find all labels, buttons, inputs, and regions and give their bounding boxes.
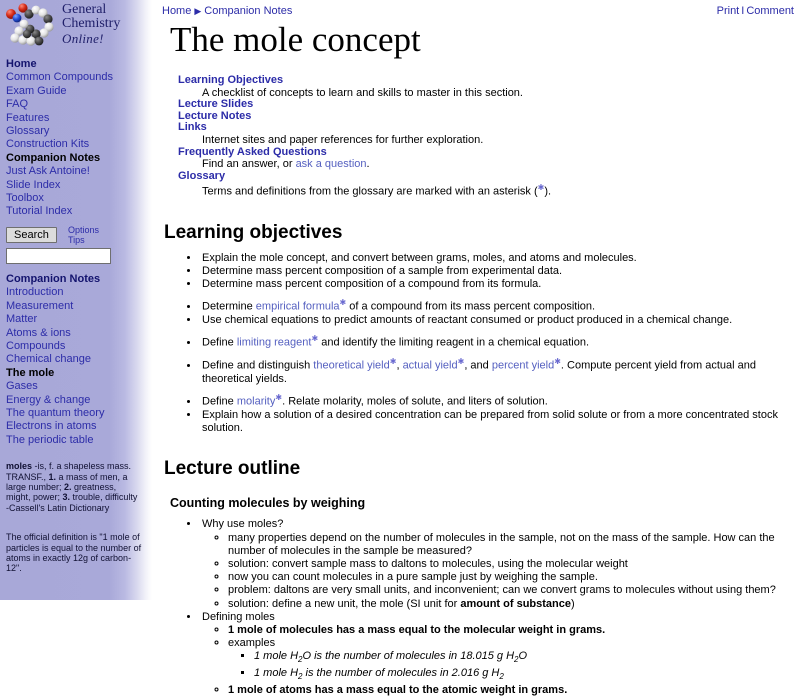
page-action-links: [717, 5, 794, 17]
sidebar-item-just-ask-antoine[interactable]: Just Ask Antoine!: [6, 165, 90, 178]
learning-objective-item: • Define molarity✱. Relate molarity, moles of solute, and liters of solution.: [200, 391, 800, 409]
sidebar-item-companion-notes[interactable]: Companion Notes: [6, 151, 101, 164]
outline-item-emphasis: 1 mole of molecules has a mass equal to the molecular weight in grams.: [228, 624, 606, 637]
companion-item-the-mole[interactable]: The mole: [6, 366, 55, 379]
sidebar-item-construction-kits[interactable]: Construction Kits: [6, 138, 90, 151]
toc-link-lecture-slides[interactable]: Lecture Slides: [178, 98, 254, 111]
glossary-asterisk-icon: ✱: [311, 334, 319, 344]
breadcrumb: [162, 5, 292, 17]
glossary-link-actual-yield[interactable]: actual yield: [402, 359, 458, 372]
learning-objectives-heading: Learning objectives: [164, 221, 343, 243]
sidebar-item-glossary[interactable]: Glossary: [6, 125, 50, 138]
toc-description-links: Internet sites and paper references for further exploration.: [202, 133, 484, 146]
companion-item-the-quantum-theory[interactable]: The quantum theory: [6, 406, 105, 419]
outline-sublist: [202, 532, 800, 611]
learning-objective-item: • Explain how a solution of a desired concentration can be prepared from solid solute or from a more concentrated stock solution.: [200, 409, 800, 435]
main-content: [152, 0, 800, 697]
outline-item: ◦ examples ▪ 1 mole $H_2O$ is the number of molecules in 18.015 g $H_2O$ ▪ 1 mole $H_2$ is the number of molecules in 2.016 g $H_2$: [228, 637, 800, 684]
logo-line-3: Online!: [62, 30, 104, 46]
glossary-asterisk-icon: ✱: [537, 183, 545, 193]
companion-item-atoms-ions[interactable]: Atoms & ions: [6, 326, 71, 339]
search-input[interactable]: [6, 248, 111, 264]
search-options-links: [68, 225, 99, 245]
outline-item: ◦ solution: convert sample mass to daltons to molecules, using the molecular weight: [228, 558, 800, 571]
logo-line-2: Chemistry: [62, 16, 121, 32]
outline-item: [228, 684, 800, 697]
outline-item: ◦ now you can count molecules in a pure sample just by weighing the sample.: [228, 571, 800, 584]
ask-a-question-link[interactable]: ask a question: [295, 158, 367, 171]
site-logo-banner[interactable]: [0, 0, 152, 52]
companion-item-electrons-in-atoms[interactable]: Electrons in atoms: [6, 420, 97, 433]
learning-objective-item: • Define limiting reagent✱ and identify the limiting reagent in a chemical equation.: [200, 332, 800, 350]
main-navigation: [0, 52, 152, 219]
glossary-asterisk-icon: ✱: [389, 357, 397, 367]
outline-item: ◦ solution: define a new unit, the mole (SI unit for amount of substance): [228, 598, 800, 611]
site-wordmark: [62, 3, 120, 45]
official-definition-note: The official definition is "1 mole of particles is equal to the number of atoms in exactly 12g of carbon-12".: [6, 532, 142, 574]
companion-item-introduction[interactable]: Introduction: [6, 286, 64, 299]
section-table-of-contents: [178, 75, 800, 199]
toc-link-links[interactable]: Links: [178, 121, 207, 134]
search-button[interactable]: Search: [6, 227, 57, 243]
sidebar-item-faq[interactable]: FAQ: [6, 98, 29, 111]
search-widget: [6, 225, 124, 264]
search-options-link[interactable]: Options: [68, 224, 100, 235]
latin-def-2: greatness, might, power;: [6, 481, 117, 503]
glossary-asterisk-icon: ✱: [275, 393, 283, 403]
sidebar-item-home[interactable]: Home: [6, 58, 37, 70]
companion-notes-heading[interactable]: Companion Notes: [6, 272, 101, 285]
glossary-asterisk-icon: ✱: [339, 298, 347, 308]
outline-item-emphasis: amount of substance: [460, 597, 571, 610]
lecture-outline-list: [152, 518, 800, 697]
link-divider: I: [741, 5, 745, 17]
glossary-link-percent-yield[interactable]: percent yield: [491, 359, 555, 372]
toc-link-lecture-notes[interactable]: Lecture Notes: [178, 109, 252, 122]
outline-item: [228, 624, 800, 637]
toc-link-frequently-asked-questions[interactable]: Frequently Asked Questions: [178, 145, 327, 158]
learning-objective-item: • Determine mass percent composition of a sample from experimental data.: [200, 265, 800, 278]
latin-num-2: 2.: [64, 481, 72, 492]
toc-description-frequently-asked-questions: Find an answer, or ask a question.: [202, 158, 370, 171]
outline-item-emphasis: 1 mole of atoms has a mass equal to the atomic weight in grams.: [228, 684, 568, 697]
toc-link-learning-objectives[interactable]: Learning Objectives: [178, 74, 284, 86]
outline-group-why-use-moles: • Why use moles? ◦ many properties depend on the number of molecules in the sample, not on the mass of the sample. How can the number of molecules in the sample be measured? ◦ solution: convert sample mass to daltons to molecules, using the molecular weight ◦ now you can count molecules in a pure sample just by weighing the sample. ◦ problem: daltons are very small units, and inconvenient; can we convert grams to molecules without using them? ◦ solution: define a new unit, the mole (SI unit for amount of substance): [200, 518, 800, 610]
outline-examples-list: [228, 650, 800, 684]
learning-objective-item: • Use chemical equations to predict amounts of reactant consumed or product produced in a chemical change.: [200, 314, 800, 327]
latin-num-1: 1.: [48, 471, 57, 482]
outline-sublist: [202, 624, 800, 697]
companion-item-gases[interactable]: Gases: [6, 380, 38, 393]
molecule-space-filling-model-icon: [3, 1, 61, 49]
breadcrumb-separator-icon: ▶: [194, 6, 202, 16]
comment-link[interactable]: Comment: [746, 5, 794, 17]
toc-link-glossary[interactable]: Glossary: [178, 169, 226, 182]
latin-def-3: trouble, difficulty: [70, 492, 138, 503]
latin-source: -Cassell's Latin Dictionary: [6, 502, 110, 513]
logo-line-1: General: [62, 2, 107, 17]
page-title: The mole concept: [170, 20, 421, 59]
outline-example-item: ▪ 1 mole $H_2$ is the number of molecules in 2.016 g $H_2$: [254, 667, 800, 684]
sidebar-item-toolbox[interactable]: Toolbox: [6, 192, 44, 205]
sidebar-item-slide-index[interactable]: Slide Index: [6, 178, 61, 191]
sidebar-item-exam-guide[interactable]: Exam Guide: [6, 84, 67, 97]
sidebar-item-features[interactable]: Features: [6, 111, 50, 124]
companion-item-chemical-change[interactable]: Chemical change: [6, 353, 91, 366]
companion-item-the-periodic-table[interactable]: The periodic table: [6, 433, 94, 446]
learning-objective-item: • Determine empirical formula✱ of a compound from its mass percent composition.: [200, 296, 800, 314]
breadcrumb-item-companion-notes[interactable]: Companion Notes: [204, 5, 293, 17]
glossary-asterisk-icon: ✱: [457, 357, 465, 367]
latin-body: -is, f. a shapeless mass. TRANSF.,: [6, 461, 132, 482]
glossary-link-molarity[interactable]: molarity: [236, 395, 276, 408]
companion-item-matter[interactable]: Matter: [6, 313, 38, 326]
toc-description-glossary: Terms and definitions from the glossary are marked with an asterisk (✱).: [202, 183, 552, 198]
glossary-asterisk-icon: ✱: [554, 357, 561, 367]
sidebar-item-common-compounds[interactable]: Common Compounds: [6, 71, 113, 84]
print-link[interactable]: Print: [716, 5, 740, 17]
outline-item: ◦ many properties depend on the number of molecules in the sample, not on the mass of the sample. How can the number of molecules in the sample be measured?: [228, 532, 800, 558]
lecture-outline-heading: Lecture outline: [164, 458, 301, 480]
sidebar: [0, 0, 152, 600]
latin-dictionary-note: [6, 461, 142, 513]
lecture-outline-subsection: Counting molecules by weighing: [170, 496, 366, 511]
latin-def-1: a mass of men, a large number;: [6, 471, 128, 492]
glossary-link-limiting-reagent[interactable]: limiting reagent: [236, 336, 312, 349]
latin-num-3: 3.: [62, 492, 71, 503]
outline-item: ◦ problem: daltons are very small units, and inconvenient; can we convert grams to molecules without using them?: [228, 584, 800, 597]
learning-objectives-list: [152, 252, 800, 436]
top-bar: [152, 0, 800, 18]
outline-example-item: ▪ 1 mole $H_2O$ is the number of molecules in 18.015 g $H_2O$: [254, 650, 800, 667]
search-tips-link[interactable]: Tips: [68, 234, 85, 245]
learning-objective-item: • Define and distinguish theoretical yield✱, actual yield✱, and percent yield✱. Compute percent yield from actual and theoretical yields.: [200, 355, 800, 386]
outline-group-defining-moles: • Defining moles ◦ 1 mole of molecules has a mass equal to the molecular weight in grams. ◦ examples ▪ 1 mole $H_2O$ is the number of molecules in 18.015 g $H_2O$ ▪ 1 mole $H_2$ is the number of molecules in 2.016 g $H_2$ ◦ 1 mole of atoms has a mass equal to the atomic weight in grams.: [200, 611, 800, 697]
breadcrumb-item-home[interactable]: Home: [162, 5, 192, 17]
sidebar-item-tutorial-index[interactable]: Tutorial Index: [6, 205, 73, 218]
companion-item-measurement[interactable]: Measurement: [6, 299, 74, 312]
learning-objective-item: • Explain the mole concept, and convert between grams, moles, and atoms and molecules.: [200, 252, 800, 265]
companion-item-compounds[interactable]: Compounds: [6, 339, 66, 352]
companion-notes-navigation: [0, 264, 152, 447]
glossary-link-theoretical-yield[interactable]: theoretical yield: [313, 359, 390, 372]
toc-description-learning-objectives: A checklist of concepts to learn and skills to master in this section.: [202, 86, 523, 99]
learning-objective-item: • Determine mass percent composition of a compound from its formula.: [200, 278, 800, 291]
glossary-link-empirical-formula[interactable]: empirical formula: [255, 300, 340, 313]
companion-item-energy-change[interactable]: Energy & change: [6, 393, 91, 406]
latin-headword: moles: [6, 461, 33, 472]
